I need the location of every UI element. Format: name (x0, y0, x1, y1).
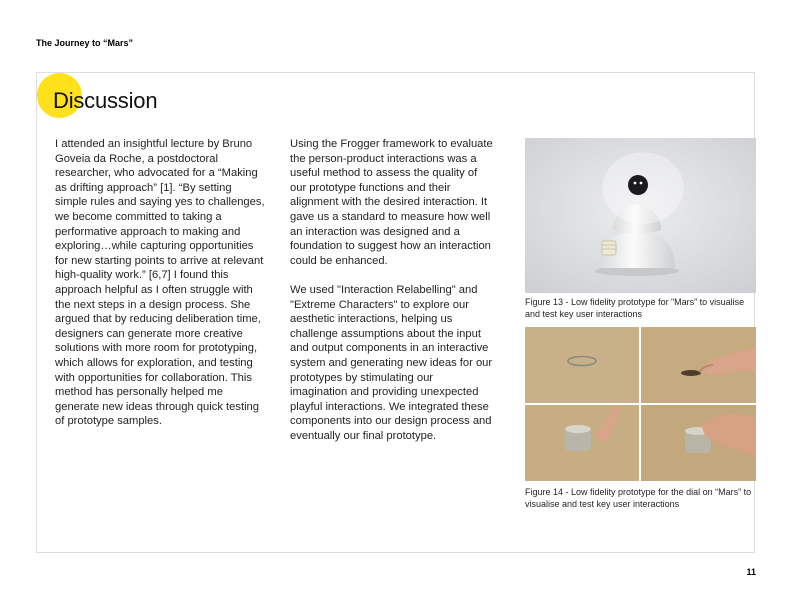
dial-hand-illustration (641, 405, 756, 481)
photo-panel-dial-hole (525, 327, 639, 403)
figure-14-caption: Figure 14 - Low fidelity prototype for the dial on “Mars” to visualise and test key user interactions (525, 487, 752, 509)
body-paragraph: We used "Interaction Relabelling" and "Extreme Characters" to explore our aesthetic interactions, helping us challenge assumptions about the input and output components in an interactive system and generating new ideas for our prototypes by stimulating our imagination and providing unexpected playful interactions. We integrated these components into our design process and eventually our final prototype. (290, 283, 493, 442)
prototype-mars-illustration (525, 138, 756, 293)
text-column-1 (55, 137, 265, 429)
text-column-2 (290, 137, 493, 443)
body-paragraph: Using the Frogger framework to evaluate the person-product interactions was a useful method to assess the quality of our prototype functions and their alignment with the desired interaction. It gave us a standard to measure how well an interaction was designed and a foundation to suggest how an interaction could be enhanced. (290, 138, 493, 267)
figure-13-caption: Figure 13 - Low fidelity prototype for “Mars” to visualise and test key user interactions (525, 297, 745, 319)
body-paragraph: I attended an insightful lecture by Bruno Goveia da Roche, a postdoctoral researcher, who advocated for a “Making as drifting approach” [1]. “By setting simple rules and saying yes to challenges, we become committed to taking a performative approach to making and exploring…while capturing opportunities for new starting points to arrive at relevant high-quality work.” [6,7] I found this approach helpful as I often struggle with the next steps in a design process. She argued that by reducing deliberation time, designers can generate more creative solutions with more room for prototyping, which allows for exploration, and testing with opportunities for collaboration. This method has personally helped me generate new ideas through quick testing of prototype samples. (55, 138, 265, 428)
dial-hole-illustration (525, 327, 639, 403)
photo-panel-dial-finger (525, 405, 639, 481)
page-number: 11 (746, 567, 756, 577)
section-title: Discussion (53, 88, 158, 113)
photo-panel-dial-hand (641, 405, 756, 481)
photo-panel-finger-press (641, 327, 756, 403)
running-title: The Journey to “Mars” (36, 38, 134, 48)
dial-finger-illustration (525, 405, 639, 481)
figure-14-photo-grid (525, 327, 756, 481)
finger-press-illustration (641, 327, 756, 403)
figure-13-photo (525, 138, 756, 293)
